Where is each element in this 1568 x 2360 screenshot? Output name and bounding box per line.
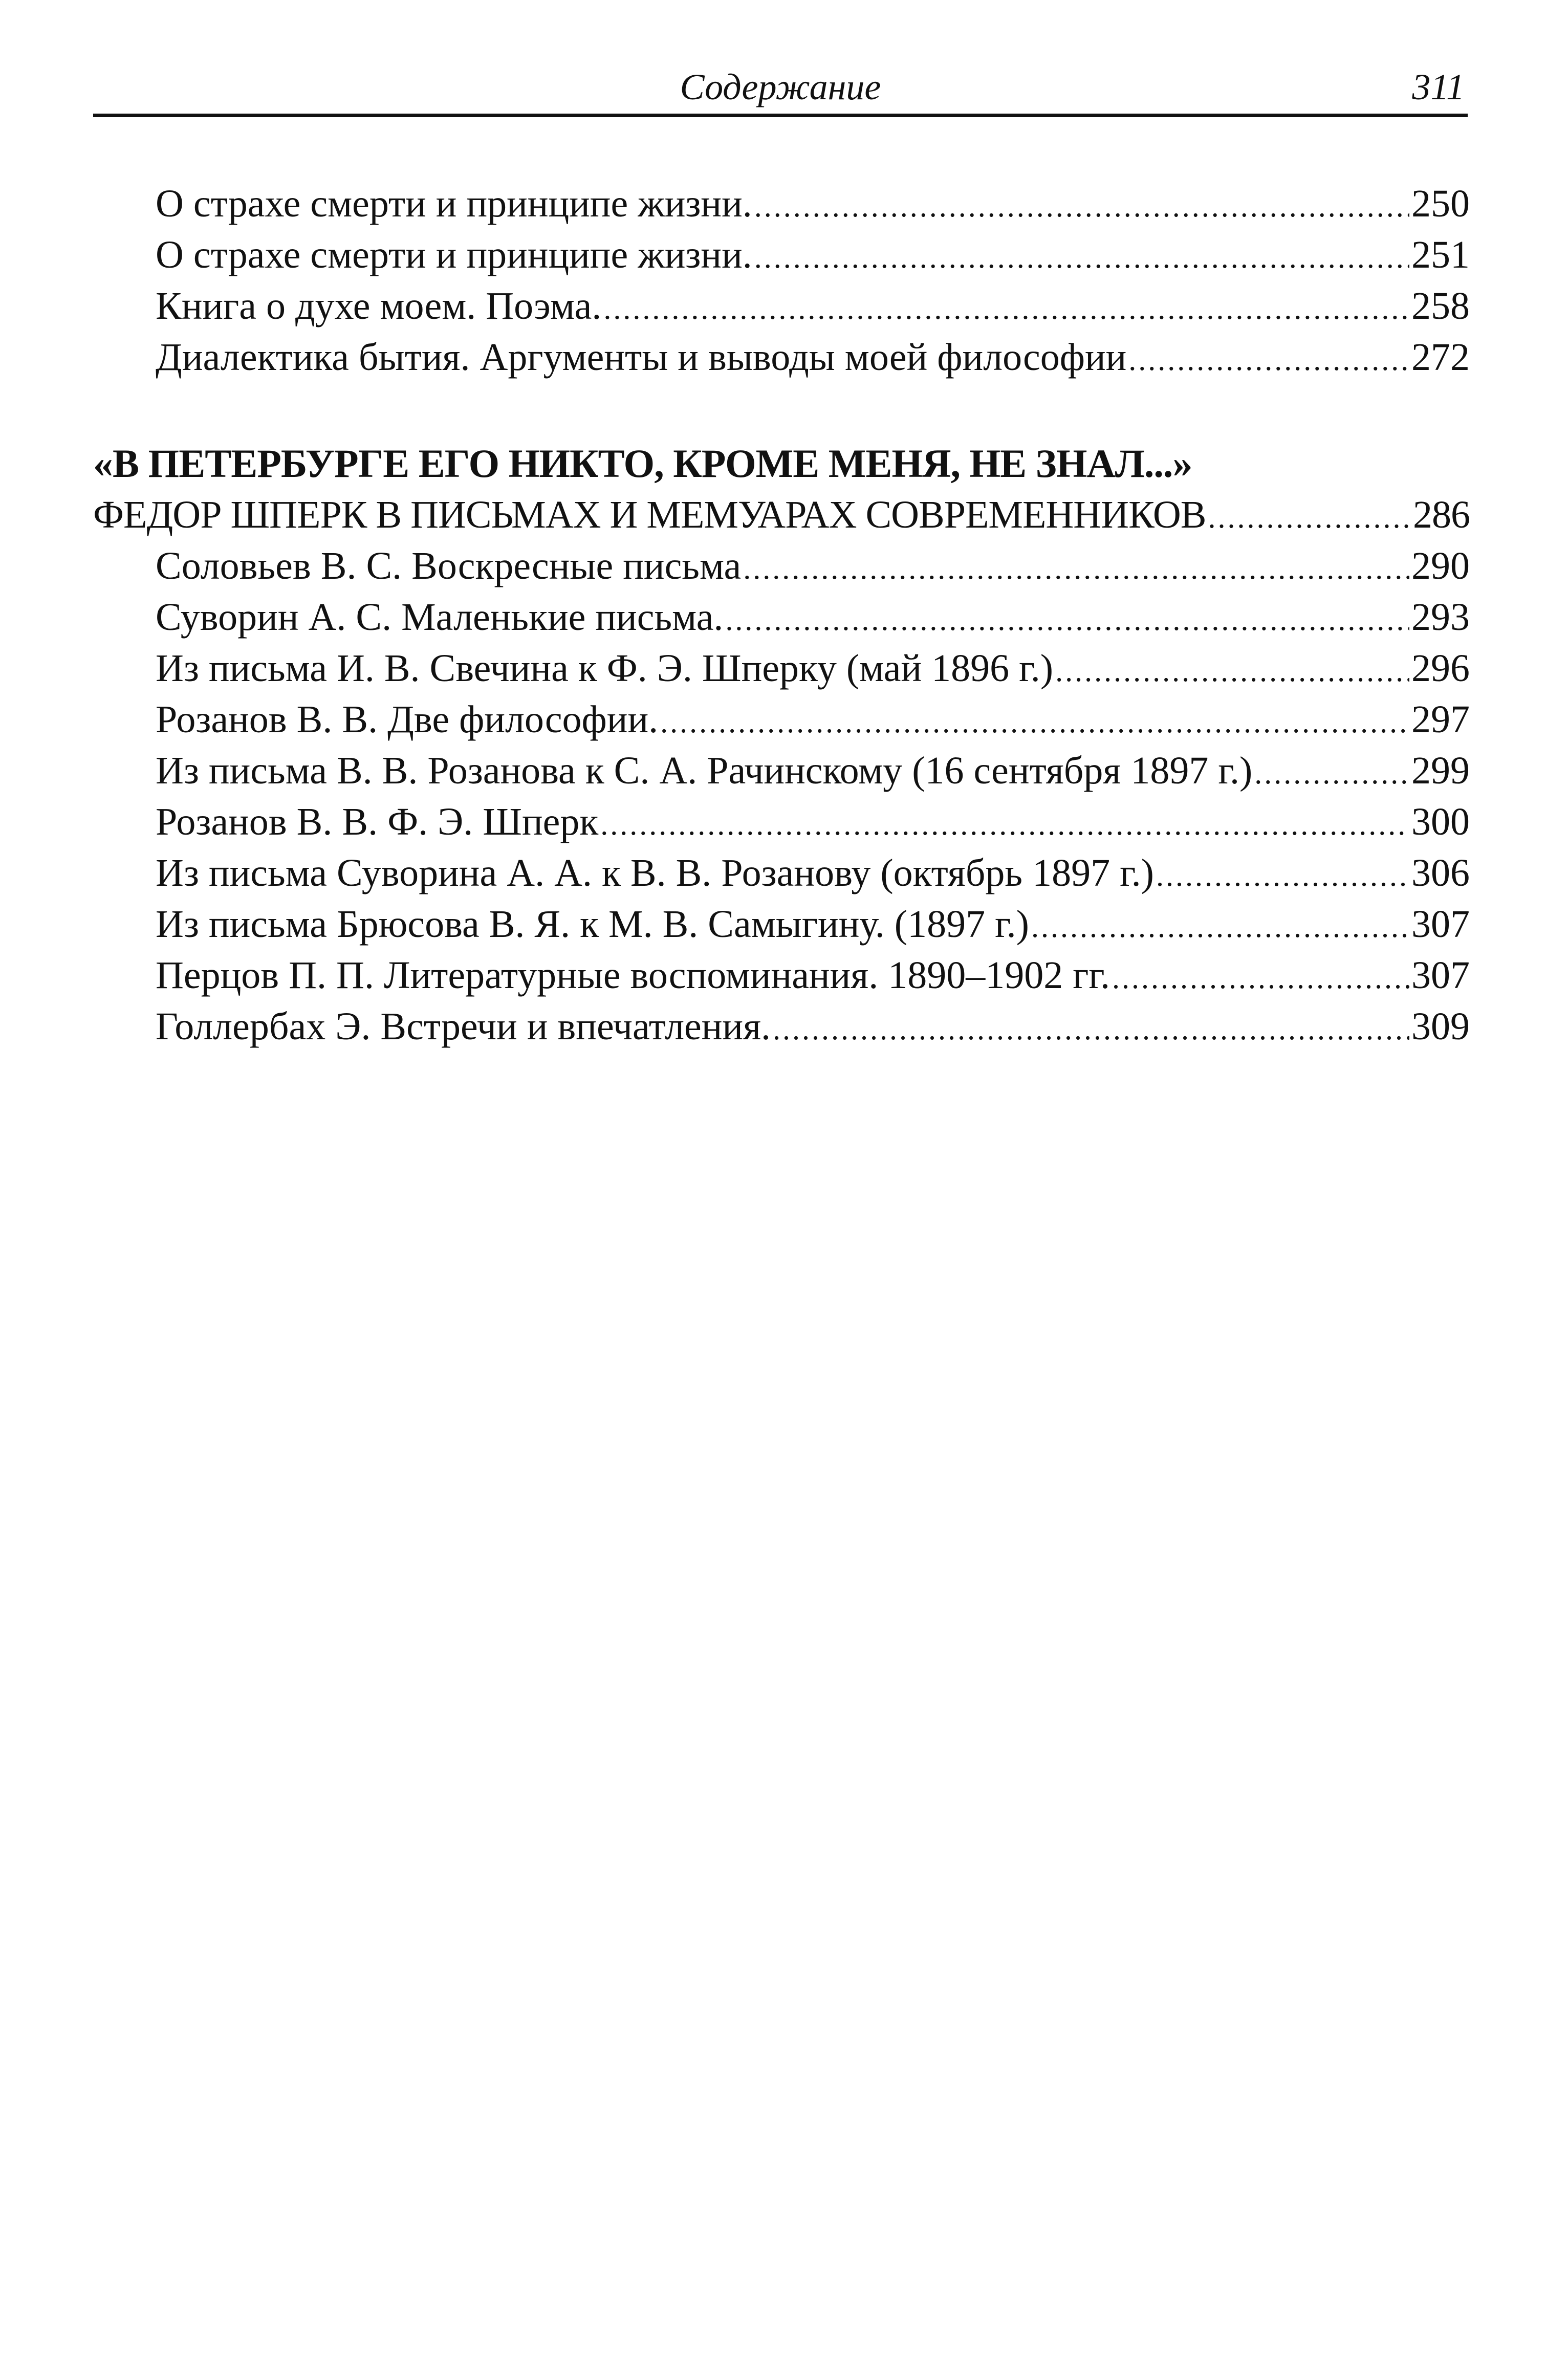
toc-entry [93, 847, 1470, 899]
toc-entry [93, 899, 1470, 950]
dot-leader [754, 181, 1409, 232]
toc-entry-title: Розанов В. В. Ф. Э. Шперк [156, 800, 599, 843]
dot-leader [773, 1003, 1409, 1055]
toc-entry-page: 296 [1411, 647, 1470, 690]
section-title: «В ПЕТЕРБУРГЕ ЕГО НИКТО, КРОМЕ МЕНЯ, НЕ ЗНАЛ...» [93, 441, 1192, 486]
dot-leader [660, 696, 1409, 748]
toc-entry-title: Соловьев В. С. Воскресные письма [156, 544, 742, 587]
dot-leader [603, 283, 1409, 334]
dot-leader [1156, 850, 1409, 901]
dot-leader [1208, 492, 1411, 543]
toc-entry-title: Розанов В. В. Две философии. [156, 698, 659, 741]
toc-entry-page: 297 [1411, 698, 1470, 741]
toc-entry-page: 290 [1411, 544, 1470, 587]
toc-entry-title: Из письма Суворина А. А. к В. В. Розанову (октябрь 1897 г.) [156, 851, 1154, 894]
dot-leader [743, 543, 1409, 594]
toc-entry-page: 286 [1413, 493, 1470, 536]
dot-leader [1055, 645, 1409, 696]
toc-entry-page: 293 [1411, 596, 1470, 639]
dot-leader [754, 232, 1409, 283]
toc-entry [93, 540, 1470, 592]
toc-entry-page: 300 [1411, 800, 1470, 843]
toc-entry [93, 178, 1470, 229]
toc-entry-title: Из письма В. В. Розанова к С. А. Рачинскому (16 сентября 1897 г.) [156, 749, 1253, 792]
section-subtitle: ФЕДОР ШПЕРК В ПИСЬМАХ И МЕМУАРАХ СОВРЕМЕННИКОВ [93, 493, 1206, 536]
toc-entry-title: О страхе смерти и принципе жизни. [156, 233, 752, 276]
toc-entry [93, 229, 1470, 280]
dot-leader [1031, 901, 1409, 952]
running-header [93, 60, 1468, 117]
toc-entry-page: 309 [1411, 1005, 1470, 1048]
toc-entry-page: 272 [1411, 336, 1470, 379]
toc-entry-title: Голлербах Э. Встречи и впечатления. [156, 1005, 771, 1048]
dot-leader [1254, 748, 1409, 799]
toc-entry [93, 745, 1470, 796]
toc-entry-title: Перцов П. П. Литературные воспоминания. 1890–1902 гг. [156, 954, 1110, 997]
toc-entry-title: Из письма И. В. Свечина к Ф. Э. Шперку (май 1896 г.) [156, 647, 1054, 690]
dot-leader [1128, 334, 1409, 385]
header-title: Содержание [680, 67, 881, 107]
toc-entry [93, 332, 1470, 383]
page-number: 311 [1412, 67, 1465, 107]
dot-leader [600, 799, 1409, 850]
toc-entry-title: Диалектика бытия. Аргументы и выводы моей философии [156, 336, 1127, 379]
toc-entry-page: 307 [1411, 954, 1470, 997]
toc-entry-page: 306 [1411, 851, 1470, 894]
toc-entry-title: Книга о духе моем. Поэма. [156, 285, 602, 327]
toc-entry [93, 796, 1470, 847]
toc-entry [93, 643, 1470, 694]
toc-entry-page: 250 [1411, 182, 1470, 225]
toc-entry [93, 1001, 1470, 1052]
dot-leader [725, 594, 1409, 645]
toc-entry [93, 280, 1470, 332]
section-subtitle-entry [93, 489, 1470, 540]
toc-entry [93, 694, 1470, 745]
toc-entry-page: 307 [1411, 903, 1470, 946]
toc-entry-title: О страхе смерти и принципе жизни. [156, 182, 752, 225]
table-of-contents [93, 178, 1470, 1052]
toc-entry [93, 592, 1470, 643]
toc-entry [93, 950, 1470, 1001]
toc-entry-title: Суворин А. С. Маленькие письма. [156, 596, 724, 639]
toc-entry-page: 258 [1411, 285, 1470, 327]
dot-leader [1112, 952, 1409, 1003]
toc-entry-page: 251 [1411, 233, 1470, 276]
toc-entry-title: Из письма Брюсова В. Я. к М. В. Самыгину. (1897 г.) [156, 903, 1029, 946]
toc-entry-page: 299 [1411, 749, 1470, 792]
